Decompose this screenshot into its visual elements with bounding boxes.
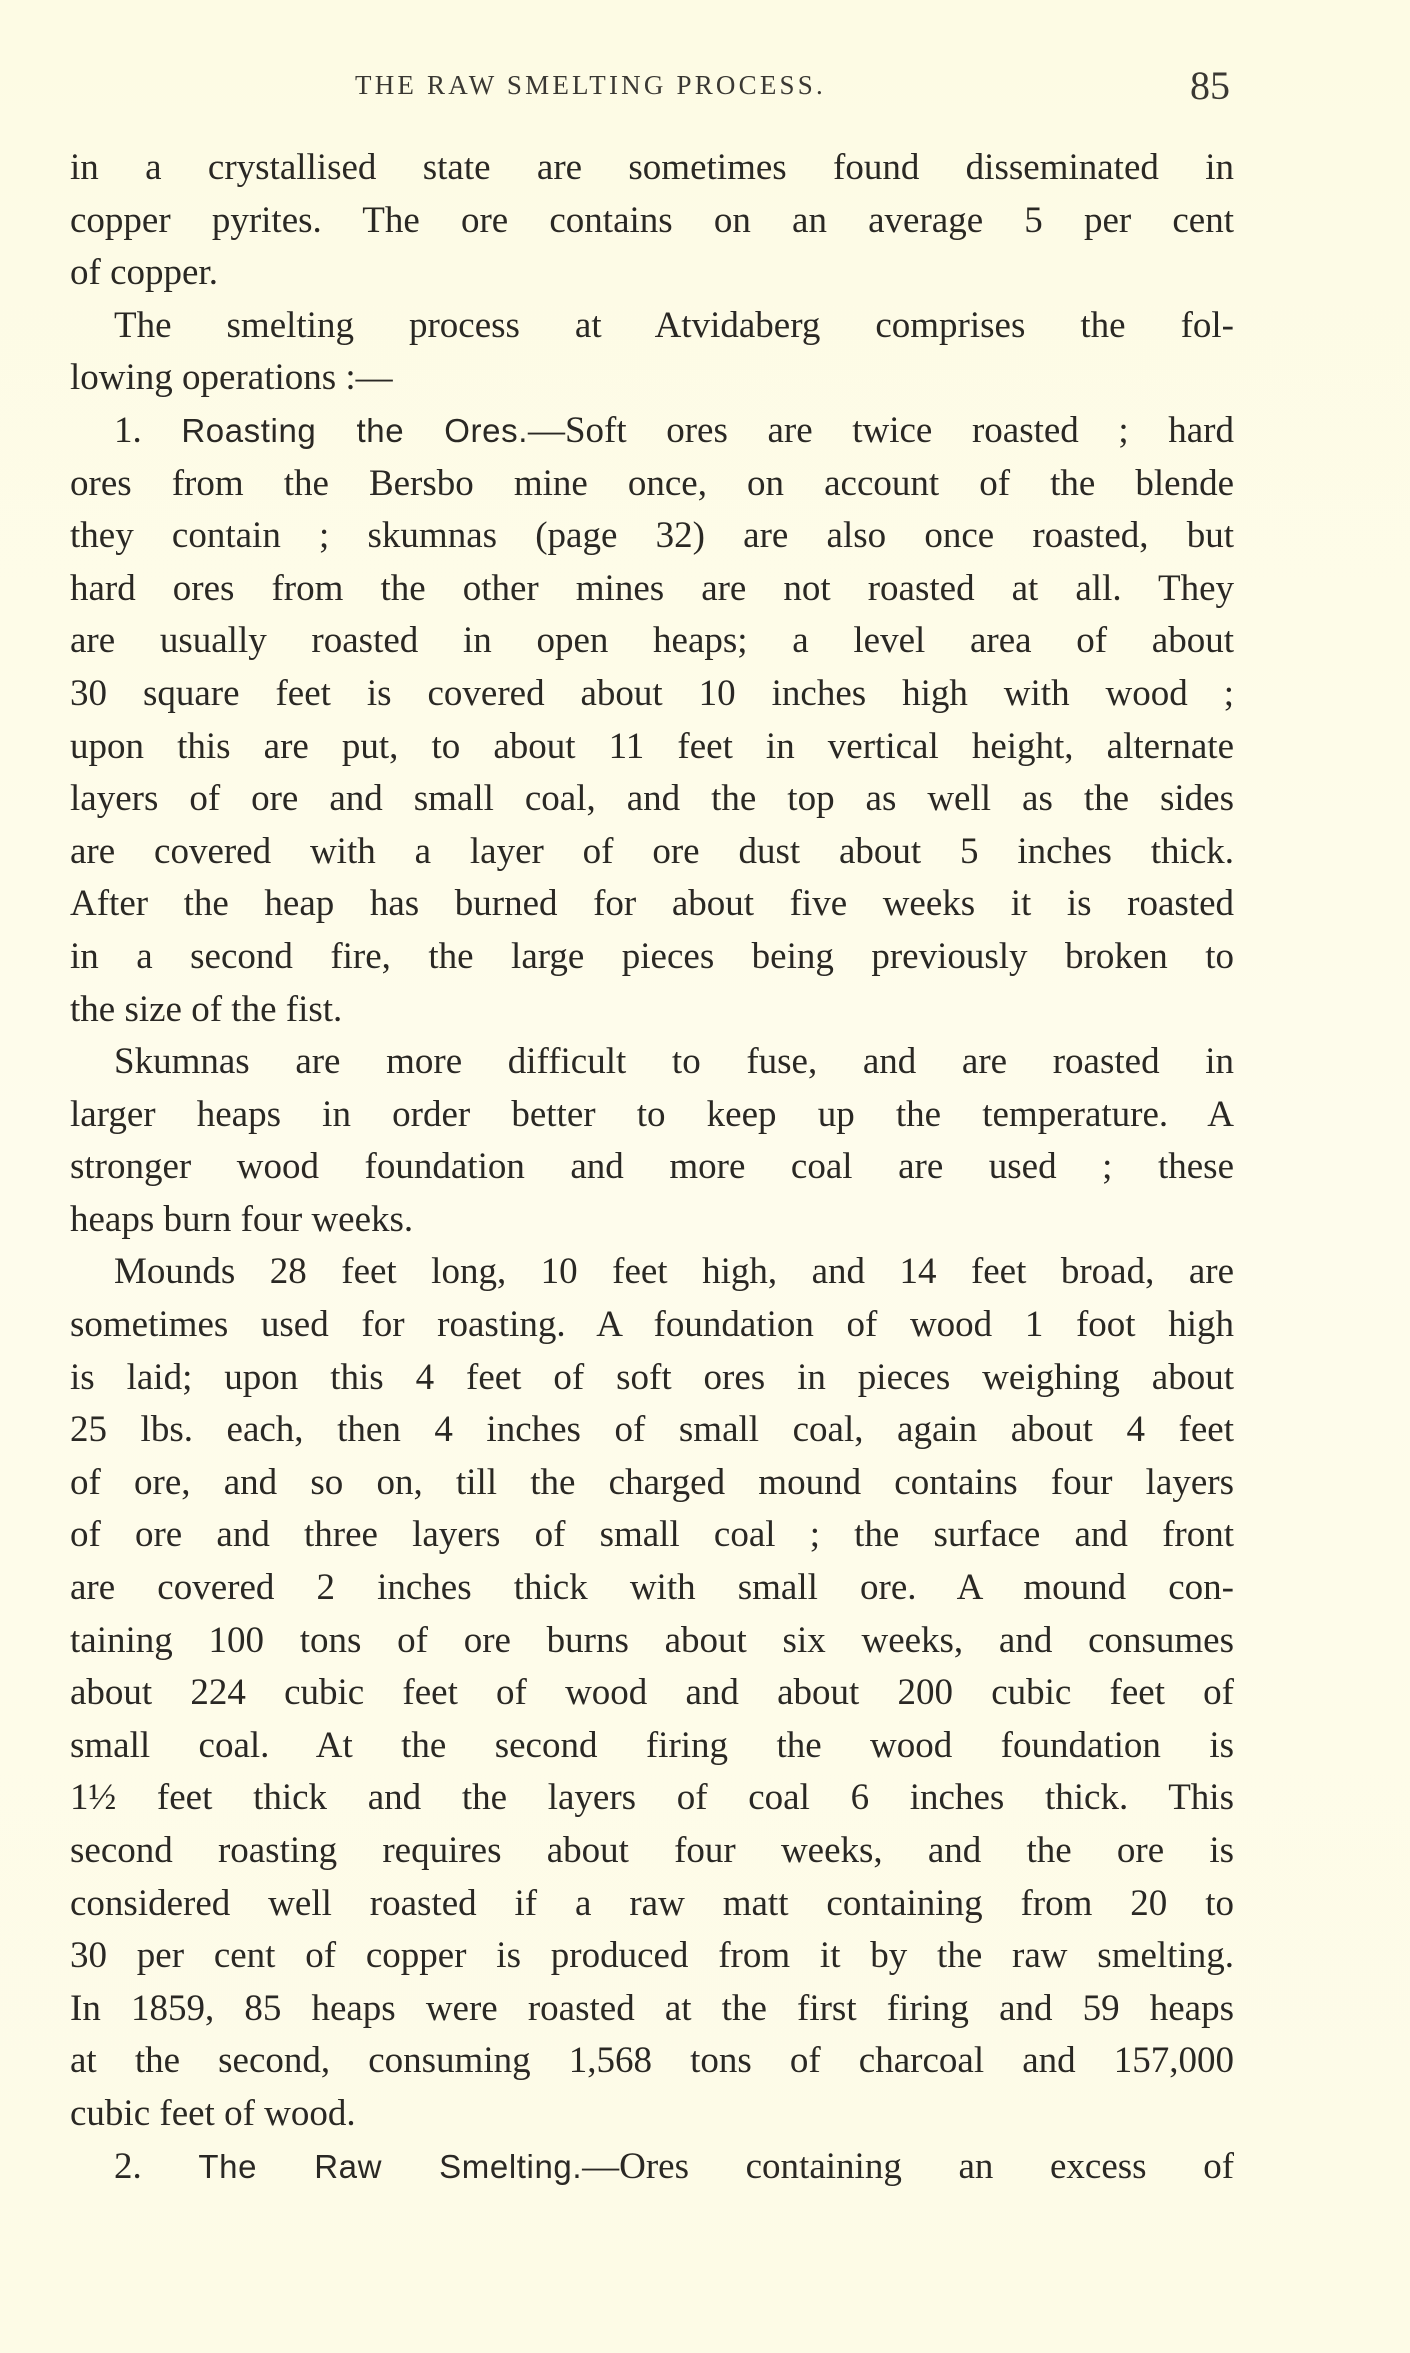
text-line: considered well roasted if a raw matt containing from 20 to <box>70 1882 1234 1924</box>
text-line: larger heaps in order better to keep up the temperature. A <box>70 1093 1234 1135</box>
section-heading-line <box>70 2141 1234 2194</box>
text-line: In 1859, 85 heaps were roasted at the first firing and 59 heaps <box>70 1987 1234 2029</box>
text-line: ores from the Bersbo mine once, on account of the blende <box>70 462 1234 504</box>
text-line: The smelting process at Atvidaberg comprises the fol- <box>114 304 1234 346</box>
text-line: Skumnas are more difficult to fuse, and are roasted in <box>114 1041 1234 1083</box>
running-title: THE RAW SMELTING PROCESS. <box>355 70 826 100</box>
section-heading: The Raw Smelting. <box>198 2147 583 2185</box>
page-number: 85 <box>1190 63 1230 108</box>
text-line: Mounds 28 feet long, 10 feet high, and 14 feet broad, are <box>114 1251 1234 1293</box>
section-heading: Roasting the Ores. <box>181 411 528 449</box>
running-header <box>0 62 1410 112</box>
text-fragment: feet thick and the layers of coal 6 inches thick. This <box>116 1777 1234 1819</box>
text-line: copper pyrites. The ore contains on an average 5 per cent <box>70 199 1234 241</box>
section-number: 1. <box>114 409 142 451</box>
text-line: 25 lbs. each, then 4 inches of small coal, again about 4 feet <box>70 1409 1234 1451</box>
section-heading-line <box>70 405 1234 458</box>
text-line: stronger wood foundation and more coal are used ; these <box>70 1146 1234 1188</box>
text-line: at the second, consuming 1,568 tons of charcoal and 157,000 <box>70 2040 1234 2082</box>
text-line: lowing operations :— <box>70 357 393 399</box>
text-line: heaps burn four weeks. <box>70 1198 414 1240</box>
body-text <box>70 142 1234 2193</box>
text-line: about 224 cubic feet of wood and about 200 cubic feet of <box>70 1672 1234 1714</box>
text-line: are covered with a layer of ore dust about 5 inches thick. <box>70 830 1234 872</box>
text-line: 30 per cent of copper is produced from it by the raw smelting. <box>70 1935 1234 1977</box>
text-line <box>70 1772 1234 1825</box>
fraction: 1½ <box>70 1777 117 1819</box>
text-line: they contain ; skumnas (page 32) are also once roasted, but <box>70 515 1234 557</box>
text-line: the size of the fist. <box>70 988 343 1030</box>
text-line: cubic feet of wood. <box>70 2092 356 2134</box>
text-line: small coal. At the second firing the wood foundation is <box>70 1724 1234 1766</box>
text-line: After the heap has burned for about five weeks it is roasted <box>70 883 1234 925</box>
text-line: hard ores from the other mines are not roasted at all. They <box>70 567 1234 609</box>
text-line: 30 square feet is covered about 10 inches high with wood ; <box>70 672 1234 714</box>
text-line: sometimes used for roasting. A foundation of wood 1 foot high <box>70 1304 1234 1346</box>
text-line: are covered 2 inches thick with small ore. A mound con- <box>70 1567 1234 1609</box>
text-line: of ore, and so on, till the charged mound contains four layers <box>70 1461 1234 1503</box>
text-line: are usually roasted in open heaps; a level area of about <box>70 620 1234 662</box>
text-line: second roasting requires about four weeks, and the ore is <box>70 1830 1234 1871</box>
text-fragment: —Soft ores are twice roasted ; hard <box>527 409 1234 451</box>
section-number: 2. <box>114 2145 142 2187</box>
text-line: is laid; upon this 4 feet of soft ores in pieces weighing about <box>70 1356 1234 1398</box>
text-fragment: —Ores containing an excess of <box>582 2145 1234 2187</box>
text-line: of copper. <box>70 252 218 294</box>
text-line: of ore and three layers of small coal ; the surface and front <box>70 1514 1234 1556</box>
text-line: taining 100 tons of ore burns about six weeks, and consumes <box>70 1619 1234 1661</box>
text-line: upon this are put, to about 11 feet in vertical height, alternate <box>70 725 1234 767</box>
text-line: in a crystallised state are sometimes found disseminated in <box>70 147 1234 188</box>
text-line: in a second fire, the large pieces being previously broken to <box>70 935 1234 977</box>
text-line: layers of ore and small coal, and the top as well as the sides <box>70 778 1234 820</box>
